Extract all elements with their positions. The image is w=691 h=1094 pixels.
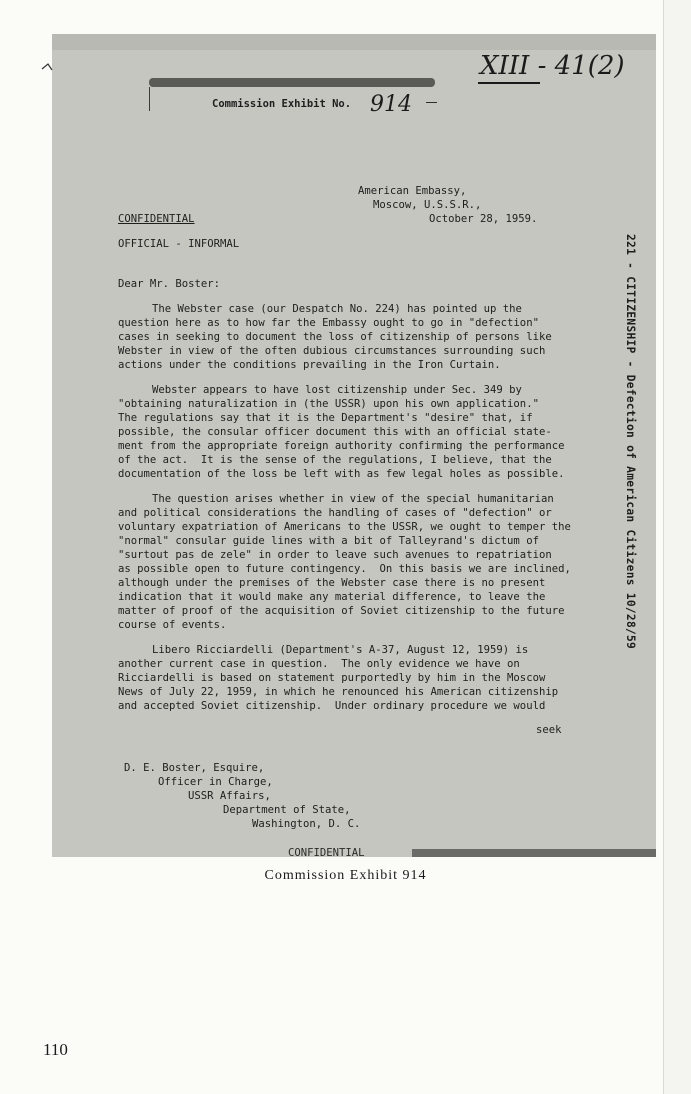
page-edge [663, 0, 691, 1094]
letter-line: "obtaining naturalization in (the USSR) upon his own application." [118, 398, 539, 410]
letter-line: course of events. [118, 619, 227, 631]
margin-mark [40, 63, 56, 71]
letter-line: "normal" consular guide lines with a bit of Talleyrand's dictum of [118, 535, 539, 547]
reference-underline [478, 82, 540, 84]
footer-stamp: CONFIDENTIAL [288, 847, 365, 857]
letter-line: The question arises whether in view of the special humanitarian [152, 493, 554, 505]
addressee-line: Officer in Charge, [158, 776, 273, 788]
side-annotation-text: 221 - CITIZENSHIP - Defection of American Citizens 10/28/59 [624, 234, 637, 650]
bottom-band [412, 849, 656, 857]
addressee-line: D. E. Boster, Esquire, [124, 762, 265, 774]
letter-line: The Webster case (our Despatch No. 224) has pointed up the [152, 303, 522, 315]
letter-line: cases in seeking to document the loss of citizenship of persons like [118, 331, 552, 343]
header-bracket [149, 87, 150, 111]
header-dash [426, 102, 437, 103]
header-stamp-bar [149, 78, 435, 87]
letter-line: although under the premises of the Webster case there is no present [118, 577, 546, 589]
addressee-line: Washington, D. C. [252, 818, 361, 830]
letter-line: Webster appears to have lost citizenship under Sec. 349 by [152, 384, 522, 396]
continuation-word: seek [536, 724, 562, 736]
sender-line: Moscow, U.S.S.R., [373, 199, 482, 211]
addressee-line: USSR Affairs, [188, 790, 271, 802]
letter-line: and accepted Soviet citizenship. Under ordinary procedure we would [118, 700, 546, 712]
exhibit-header: Commission Exhibit No. [212, 98, 352, 110]
letter-line: Ricciardelli is based on statement purportedly by him in the Moscow [118, 672, 546, 684]
letter-line: News of July 22, 1959, in which he renounced his American citizenship [118, 686, 559, 698]
letter-line: ment from the appropriate foreign authority confirming the performance [118, 440, 565, 452]
document-photo [52, 34, 656, 857]
sender-line: American Embassy, [358, 185, 467, 197]
letter-line: as possible open to future contingency. On this basis we are inclined, [118, 563, 571, 575]
classification: CONFIDENTIAL [118, 213, 195, 225]
letter-line: possible, the consular officer document this with an official state- [118, 426, 552, 438]
letter-line: another current case in question. The only evidence we have on [118, 658, 520, 670]
sender-date: October 28, 1959. [429, 213, 538, 225]
handwritten-exhibit-number: 914 [370, 92, 412, 117]
handwritten-reference: XIII - 41(2) [480, 51, 625, 81]
letter-line: documentation of the loss be left with as few legal holes as possible. [118, 468, 565, 480]
letter-line: The regulations say that it is the Department's "desire" that, if [118, 412, 533, 424]
letter-line: voluntary expatriation of Americans to the USSR, we ought to temper the [118, 521, 571, 533]
page-number: 110 [43, 1040, 68, 1059]
side-annotation [619, 234, 643, 664]
exhibit-caption: Commission Exhibit 914 [264, 868, 427, 883]
addressee-line: Department of State, [223, 804, 351, 816]
letter-line: of the act. It is the sense of the regulations, I believe, that the [118, 454, 552, 466]
letter-line: "surtout pas de zele" in order to leave such avenues to repatriation [118, 549, 552, 561]
letter-line: matter of proof of the acquisition of Soviet citizenship to the future [118, 605, 565, 617]
letter-line: Webster in view of the often dubious circumstances surrounding such [118, 345, 546, 357]
top-band [52, 34, 656, 50]
letter-line: and political considerations the handling of cases of "defection" or [118, 507, 552, 519]
letter-line: actions under the conditions prevailing in the Iron Curtain. [118, 359, 501, 371]
category: OFFICIAL - INFORMAL [118, 238, 240, 250]
salutation: Dear Mr. Boster: [118, 278, 221, 290]
letter-line: indication that it would make any material difference, to leave the [118, 591, 546, 603]
letter-line: Libero Ricciardelli (Department's A-37, August 12, 1959) is [152, 644, 529, 656]
letter-line: question here as to how far the Embassy ought to go in "defection" [118, 317, 539, 329]
